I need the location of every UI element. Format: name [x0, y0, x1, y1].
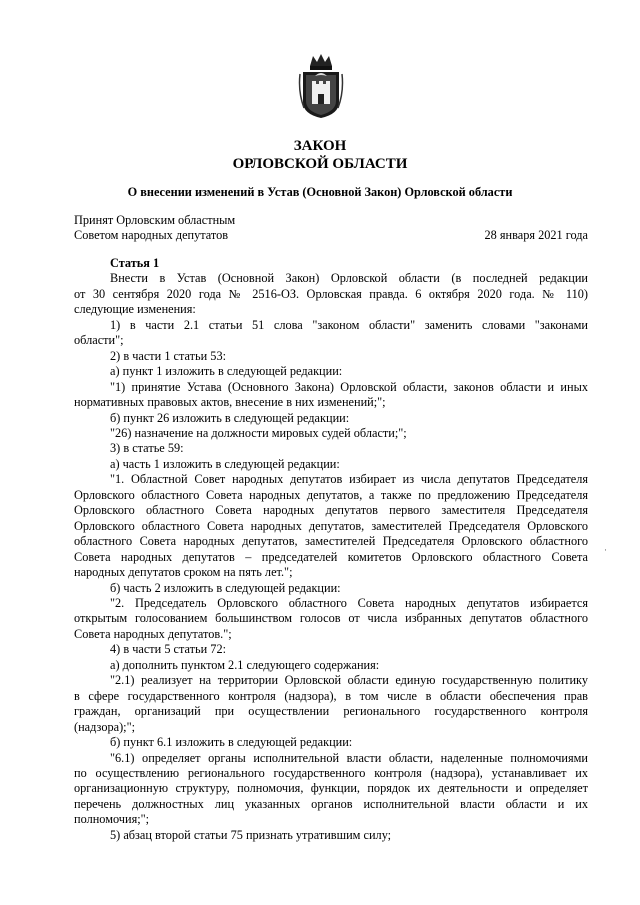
- body-line: области";: [74, 333, 124, 348]
- body-line: Совета народных депутатов – председателей комитетов Орловского областного Совета: [74, 549, 588, 564]
- body-line: (надзора);";: [74, 719, 136, 734]
- body-line: от 30 сентября 2020 года № 2516-ОЗ. Орловская правда. 6 октября 2020 года. № 110): [74, 286, 588, 301]
- law-subtitle: О внесении изменений в Устав (Основной Закон) Орловской области: [127, 185, 513, 199]
- body-line: по осуществлению регионального государственного контроля (надзора), устанавливает их: [74, 765, 588, 780]
- body-line: б) часть 2 изложить в следующей редакции:: [110, 580, 341, 595]
- adoption-date: 28 января 2021 года: [484, 228, 588, 242]
- body-line: "2. Председатель Орловского областного Совета народных депутатов избирается: [110, 595, 588, 610]
- body-line: "1) принятие Устава (Основного Закона) Орловской области, законов области и иных: [110, 379, 588, 394]
- body-line: следующие изменения:: [74, 302, 196, 317]
- margin-mark: ·: [604, 545, 607, 555]
- body-line: а) дополнить пунктом 2.1 следующего содержания:: [110, 657, 380, 672]
- body-line: областного Совета народных депутатов, заместителей Председателя Орловского областного: [74, 534, 588, 549]
- coat-of-arms-icon: [298, 52, 344, 120]
- adoption-block: [74, 213, 235, 243]
- body-line: а) часть 1 изложить в следующей редакции:: [110, 456, 340, 471]
- article-heading: Статья 1: [110, 256, 160, 270]
- body-line: "26) назначение на должности мировых судей области;";: [110, 425, 407, 440]
- body-line: народных депутатов сроком на пять лет.";: [74, 565, 293, 580]
- body-line: Орловского областного Совета народных депутатов, а также по предложению Председателя: [74, 487, 588, 502]
- body-line: "1. Областной Совет народных депутатов избирает из числа депутатов Председателя: [110, 472, 588, 487]
- body-line: 3) в статье 59:: [110, 441, 184, 456]
- body-line: Внести в Устав (Основной Закон) Орловской области (в последней редакции: [110, 271, 588, 286]
- adoption-line-2: Советом народных депутатов: [74, 228, 229, 242]
- body-line: полномочия;";: [74, 812, 150, 827]
- body-line: 2) в части 1 статьи 53:: [110, 348, 227, 363]
- law-region-title: ОРЛОВСКОЙ ОБЛАСТИ: [232, 156, 408, 172]
- body-line: "6.1) определяет органы исполнительной власти области, наделенные полномочиями: [110, 750, 588, 765]
- body-line: организационную структуру, полномочия, функции, порядок их деятельности и определяет: [74, 781, 588, 796]
- body-line: а) пункт 1 изложить в следующей редакции:: [110, 364, 343, 379]
- body-line: открытым голосованием большинством голосов от числа избранных депутатов областного: [74, 611, 588, 626]
- body-line: "2.1) реализует на территории Орловской области единую государственную политику: [110, 673, 588, 688]
- body-line: граждан, организаций при осуществлении регионального государственного контроля: [74, 704, 588, 719]
- body-line: Орловского областного Совета народных депутатов первого заместителя Председателя: [74, 503, 588, 518]
- law-title: ЗАКОН: [293, 138, 347, 154]
- body-line: 4) в части 5 статьи 72:: [110, 642, 227, 657]
- body-line: в сфере государственного контроля (надзора), в том числе в области обеспечения прав: [74, 688, 588, 703]
- body-line: 1) в части 2.1 статьи 51 слова "законом области" заменить словами "законами: [110, 317, 588, 332]
- body-line: Орловского областного Совета народных депутатов, заместителей Председателя Орловского: [74, 518, 588, 533]
- body-line: б) пункт 6.1 изложить в следующей редакции:: [110, 735, 353, 750]
- adoption-line-1: Принят Орловским областным: [74, 213, 236, 227]
- body-line: перечень должностных лиц указанных органов исполнительной власти области и их: [74, 796, 588, 811]
- law-body: [74, 256, 588, 843]
- body-line: нормативных правовых актов, внесение в них изменений;";: [74, 395, 386, 410]
- body-line: 5) абзац второй статьи 75 признать утратившим силу;: [110, 827, 392, 842]
- body-line: Совета народных депутатов.";: [74, 626, 232, 641]
- body-line: б) пункт 26 изложить в следующей редакции:: [110, 410, 350, 425]
